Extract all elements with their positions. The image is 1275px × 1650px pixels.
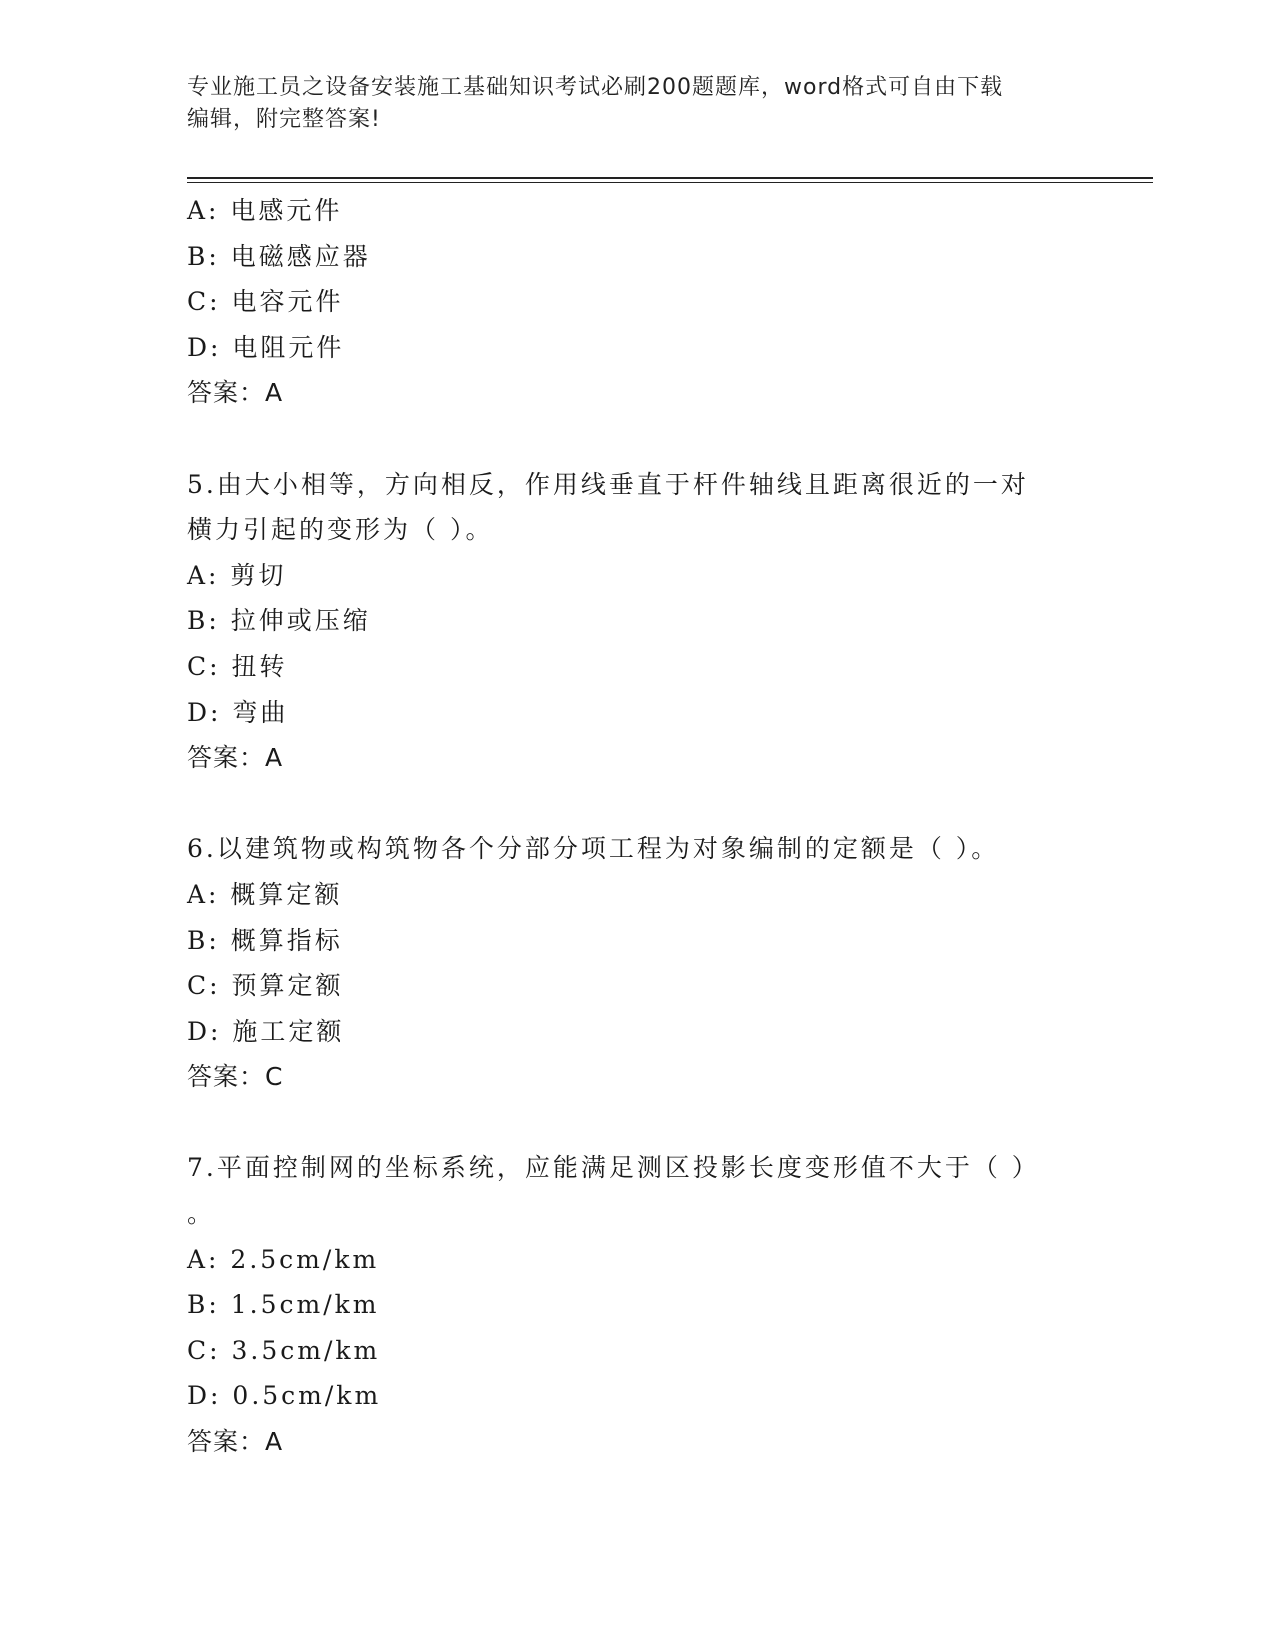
question-6-answer: 答案：C — [187, 1062, 284, 1092]
header-title-line-1: 专业施工员之设备安装施工基础知识考试必刷200题题库，word格式可自由下载 — [187, 75, 1004, 100]
question-4-answer: 答案：A — [187, 378, 284, 408]
header-title-line-2: 编辑，附完整答案! — [187, 107, 381, 132]
question-4-option-d: D: 电阻元件 — [187, 332, 345, 362]
question-4-option-c: C: 电容元件 — [187, 287, 344, 317]
question-7-option-c: C: 3.5cm/km — [187, 1335, 381, 1365]
header-divider-thin — [187, 182, 1153, 183]
question-7-option-b: B: 1.5cm/km — [187, 1290, 380, 1320]
question-4 — [187, 188, 1077, 416]
question-7-stem-line-1: 7.平面控制网的坐标系统，应能满足测区投影长度变形值不大于（ ） — [187, 1153, 1040, 1183]
document-header — [187, 72, 1067, 136]
question-5-option-d: D: 弯曲 — [187, 697, 289, 727]
question-7-option-a: A: 2.5cm/km — [187, 1244, 380, 1274]
question-6-stem-line-1: 6.以建筑物或构筑物各个分部分项工程为对象编制的定额是（ ）。 — [187, 834, 1000, 864]
question-7-answer: 答案：A — [187, 1427, 284, 1457]
question-4-option-b: B: 电磁感应器 — [187, 241, 371, 271]
question-5-stem-line-2: 横力引起的变形为（ ）。 — [187, 515, 494, 545]
spacer — [187, 1100, 1077, 1146]
spacer — [187, 781, 1077, 827]
header-divider-thick — [187, 177, 1153, 179]
spacer — [187, 416, 1077, 462]
question-6-option-b: B: 概算指标 — [187, 925, 343, 955]
question-7 — [187, 1145, 1077, 1464]
question-5-option-c: C: 扭转 — [187, 651, 288, 681]
question-5-option-a: A: 剪切 — [187, 560, 287, 590]
question-5-stem-line-1: 5.由大小相等，方向相反，作用线垂直于杆件轴线且距离很近的一对 — [187, 469, 1029, 499]
question-5-option-b: B: 拉伸或压缩 — [187, 606, 371, 636]
question-6-option-a: A: 概算定额 — [187, 879, 343, 909]
question-list — [187, 188, 1077, 1465]
question-6-option-c: C: 预算定额 — [187, 971, 344, 1001]
question-5 — [187, 462, 1077, 781]
question-7-stem-line-2: 。 — [187, 1199, 216, 1229]
question-6 — [187, 826, 1077, 1100]
question-5-answer: 答案：A — [187, 743, 284, 773]
question-4-option-a: A: 电感元件 — [187, 196, 343, 225]
question-7-option-d: D: 0.5cm/km — [187, 1381, 382, 1411]
question-6-option-d: D: 施工定额 — [187, 1016, 345, 1046]
